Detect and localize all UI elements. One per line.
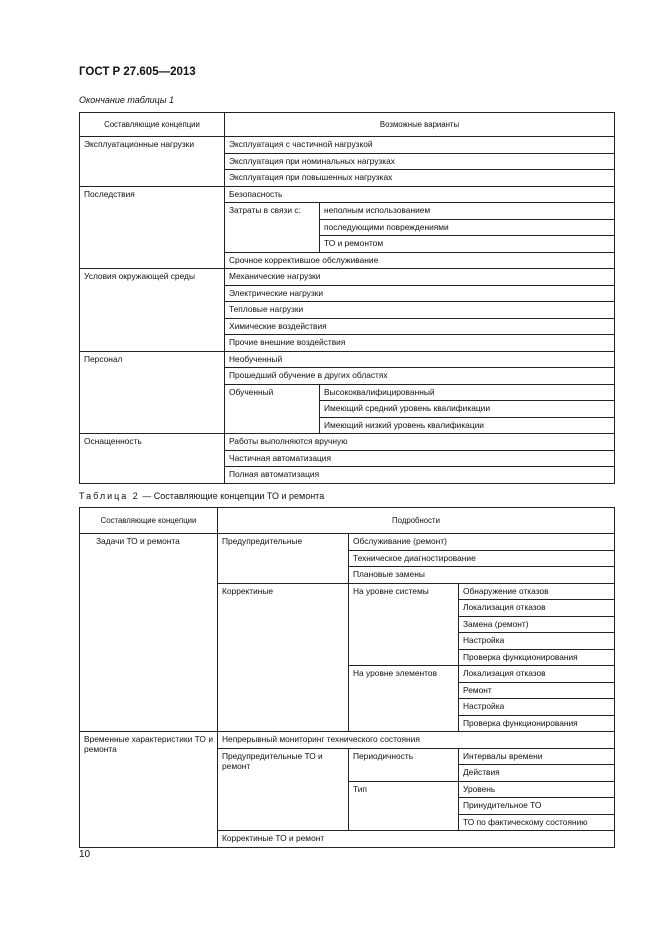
sub-label-cell: Обученный: [225, 384, 320, 434]
variant-cell: Работы выполняются вручную: [225, 434, 615, 451]
variant-cell: Необученный: [225, 351, 615, 368]
table1-caption: Окончание таблицы 1: [79, 95, 174, 105]
variant-cell: Эксплуатация при номинальных нагрузках: [225, 153, 615, 170]
concept-cell: Временные характеристики ТО и ремонта: [80, 732, 218, 848]
column-header-variants: Возможные варианты: [225, 113, 615, 137]
detail-cell: Корректиные: [218, 583, 349, 732]
concept-cell: Эксплуатационные нагрузки: [80, 137, 225, 187]
variant-cell: ТО и ремонтом: [320, 236, 615, 253]
detail-cell: Проверка функционирования: [459, 649, 615, 666]
variant-cell: Тепловые нагрузки: [225, 302, 615, 319]
concept-cell: Задачи ТО и ремонта: [80, 534, 218, 732]
variant-cell: Высококвалифицированный: [320, 384, 615, 401]
detail-cell: Техническое диагностирование: [349, 550, 615, 567]
detail-cell: На уровне системы: [349, 583, 459, 666]
variant-cell: Безопасность: [225, 186, 615, 203]
variant-cell: Срочное корректившое обслуживание: [225, 252, 615, 269]
sub-label-cell: Затраты в связи с:: [225, 203, 320, 253]
document-header: ГОСТ Р 27.605—2013: [79, 66, 196, 78]
detail-cell: Действия: [459, 765, 615, 782]
variant-cell: Эксплуатация при повышенных нагрузках: [225, 170, 615, 187]
concept-cell: Условия окружающей среды: [80, 269, 225, 352]
detail-cell: Проверка функционирования: [459, 715, 615, 732]
detail-cell: Интервалы времени: [459, 748, 615, 765]
table2-caption-lead: Таблица 2: [79, 491, 140, 501]
variant-cell: Эксплуатация с частичной нагрузкой: [225, 137, 615, 154]
detail-cell: Периодичность: [349, 748, 459, 781]
detail-cell: Настройка: [459, 633, 615, 650]
detail-cell: ТО по фактическому состоянию: [459, 814, 615, 831]
variant-cell: неполным использованием: [320, 203, 615, 220]
variant-cell: Частичная автоматизация: [225, 450, 615, 467]
page-number: 10: [79, 849, 91, 860]
variant-cell: последующими повреждениями: [320, 219, 615, 236]
table2-caption-title: — Составляющие концепции ТО и ремонта: [139, 491, 325, 501]
detail-cell: На уровне элементов: [349, 666, 459, 732]
column-header-concepts: Составляющие концепции: [80, 508, 218, 534]
table-2: [79, 507, 615, 848]
variant-cell: Химические воздействия: [225, 318, 615, 335]
concept-cell: Персонал: [80, 351, 225, 434]
table-row: [80, 534, 615, 551]
detail-cell: Принудительное ТО: [459, 798, 615, 815]
detail-cell: Тип: [349, 781, 459, 831]
table-1: [79, 112, 615, 484]
variant-cell: Механические нагрузки: [225, 269, 615, 286]
detail-cell: Настройка: [459, 699, 615, 716]
table-row: [80, 434, 615, 451]
table-row: [80, 269, 615, 286]
detail-cell: Обнаружение отказов: [459, 583, 615, 600]
table-row: [80, 186, 615, 203]
table2-caption: [79, 491, 324, 501]
detail-cell: Уровень: [459, 781, 615, 798]
column-header-details: Подробности: [218, 508, 615, 534]
table-header-row: [80, 508, 615, 534]
variant-cell: Электрические нагрузки: [225, 285, 615, 302]
column-header-concepts: Составляющие концепции: [80, 113, 225, 137]
detail-cell: Предупредительные ТО и ремонт: [218, 748, 349, 831]
detail-cell: Корректиные ТО и ремонт: [218, 831, 615, 848]
detail-cell: Плановые замены: [349, 567, 615, 584]
detail-cell: Предупредительные: [218, 534, 349, 584]
variant-cell: Прочие внешние воздействия: [225, 335, 615, 352]
detail-cell: Локализация отказов: [459, 600, 615, 617]
variant-cell: Полная автоматизация: [225, 467, 615, 484]
detail-cell: Обслуживание (ремонт): [349, 534, 615, 551]
detail-cell: Замена (ремонт): [459, 616, 615, 633]
variant-cell: Имеющий низкий уровень квалификации: [320, 417, 615, 434]
table-row: [80, 732, 615, 749]
variant-cell: Прошедший обучение в других областях: [225, 368, 615, 385]
detail-cell: Локализация отказов: [459, 666, 615, 683]
table-row: [80, 351, 615, 368]
variant-cell: Имеющий средний уровень квалификации: [320, 401, 615, 418]
detail-cell: Непрерывный мониторинг технического состояния: [218, 732, 615, 749]
concept-cell: Последствия: [80, 186, 225, 269]
table-row: [80, 137, 615, 154]
detail-cell: Ремонт: [459, 682, 615, 699]
concept-cell: Оснащенность: [80, 434, 225, 484]
table-header-row: [80, 113, 615, 137]
